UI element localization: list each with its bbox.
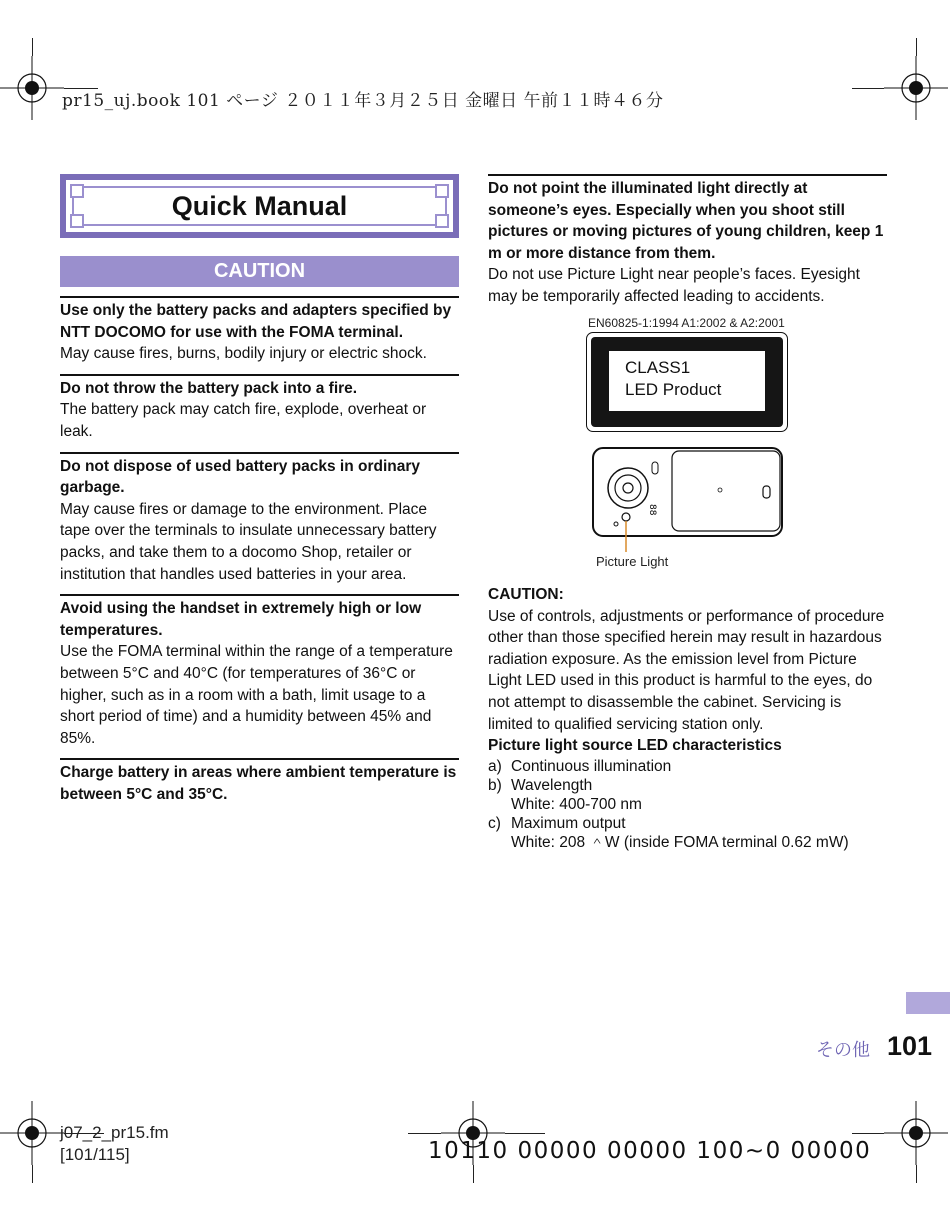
caution-item [60,296,459,365]
svg-text:88: 88 [647,504,657,516]
label-text-area [609,351,765,411]
caution-heading: CAUTION: [488,586,564,603]
caution-item [60,594,459,749]
caution-section [488,584,887,852]
registration-mark-icon [884,1101,948,1165]
crop-mark [852,1133,884,1134]
phone-back-illustration [592,444,784,554]
item-heading: Do not dispose of used battery packs in ordinary garbage. [60,457,421,497]
left-column [60,174,459,805]
file-name: j07_2_pr15.fm [60,1123,169,1142]
list-marker: c) [488,814,501,832]
crop-mark [852,88,884,89]
list-item [488,776,887,795]
led-product-line: LED Product [625,380,722,399]
crop-mark [505,1133,545,1134]
crop-mark [916,38,917,56]
section-tab [906,992,950,1014]
class-line: CLASS1 [625,358,691,377]
list-text: Wavelength [511,776,593,794]
led-characteristics-heading: Picture light source LED characteristics [488,737,782,755]
list-marker: a) [488,757,502,775]
list-item [488,814,887,833]
page-title: Quick Manual [171,191,348,221]
registration-mark-icon [884,56,948,120]
light-warning-heading: Do not point the illuminated light directly at someone’s eyes. Especially when you shoot still pictures or moving pictures of young children, keep 1 m or more distance from them. [488,180,884,262]
item-heading: Use only the battery packs and adapters specified by NTT DOCOMO for use with the FOMA terminal. [60,302,452,341]
footer-file-info [60,1122,169,1166]
standard-label: EN60825-1:1994 A1:2002 & A2:2001 [588,316,785,330]
caution-item [60,374,459,443]
item-heading: Avoid using the handset in extremely high or low temperatures. [60,600,422,639]
class1-led-figure [488,174,887,569]
barcode-text: 10110 00000 00000 100~0 00000 [428,1138,872,1164]
light-warning-body: Do not use Picture Light near people’s faces. Eyesight may be temporarily affected leading to accidents. [488,266,860,305]
file-pages: [101/115] [60,1145,130,1164]
list-subtext: White: 208 ＾W (inside FOMA terminal 0.62 mW) [511,833,849,851]
class1-label-plate [586,332,788,432]
crop-mark [408,1133,441,1134]
registration-mark-icon [0,1101,64,1165]
footer-category: その他 [816,1040,870,1060]
caution-body: Use of controls, adjustments or performance of procedure other than those specified herein may result in hazardous radiation exposure. As the emission level from Picture Light LED used in this product is harmful to the eyes, do not attempt to disassemble the cabinet. Servicing is limited to qualified servicing station only. [488,607,885,733]
item-heading: Charge battery in areas where ambient temperature is between 5°C and 35°C. [60,764,457,803]
list-marker: b) [488,776,502,794]
list-subitem [488,833,887,852]
print-header: pr15_uj.book 101 ページ ２０１１年３月２５日 金曜日 午前１１時４６分 [62,91,664,111]
item-body: May cause fires or damage to the environment. Place tape over the terminals to insulate unnecessary battery packs, and take them to a docomo Shop, retailer or institution that handles used batteries in your area. [60,500,437,583]
crop-mark [32,1165,33,1183]
label-border [591,337,783,427]
list-text: Continuous illumination [511,757,672,775]
item-body: Use the FOMA terminal within the range of a temperature between 5°C and 40°C (for temperatures of 36°C or higher, such as in a room with a bath, limit usage to a short period of time) and a humidity between 45% and 85%. [60,643,453,747]
item-heading: Do not throw the battery pack into a fire. [60,379,358,397]
caution-item [60,452,459,586]
list-subitem [488,795,887,814]
crop-mark [32,38,33,56]
caution-item [60,758,459,805]
caution-band: CAUTION [60,256,459,287]
picture-light-label: Picture Light [596,554,669,569]
list-text: Maximum output [511,814,626,832]
list-item [488,757,887,776]
page-number: 101 [887,1031,933,1061]
list-subtext: White: 400-700 nm [511,795,642,813]
registration-mark-icon [0,56,64,120]
item-body: May cause fires, burns, bodily injury or electric shock. [60,345,427,363]
crop-mark [916,1165,917,1183]
item-body: The battery pack may catch fire, explode, overheat or leak. [60,401,427,440]
crop-mark [473,1165,474,1183]
quick-manual-title-box [60,174,459,238]
